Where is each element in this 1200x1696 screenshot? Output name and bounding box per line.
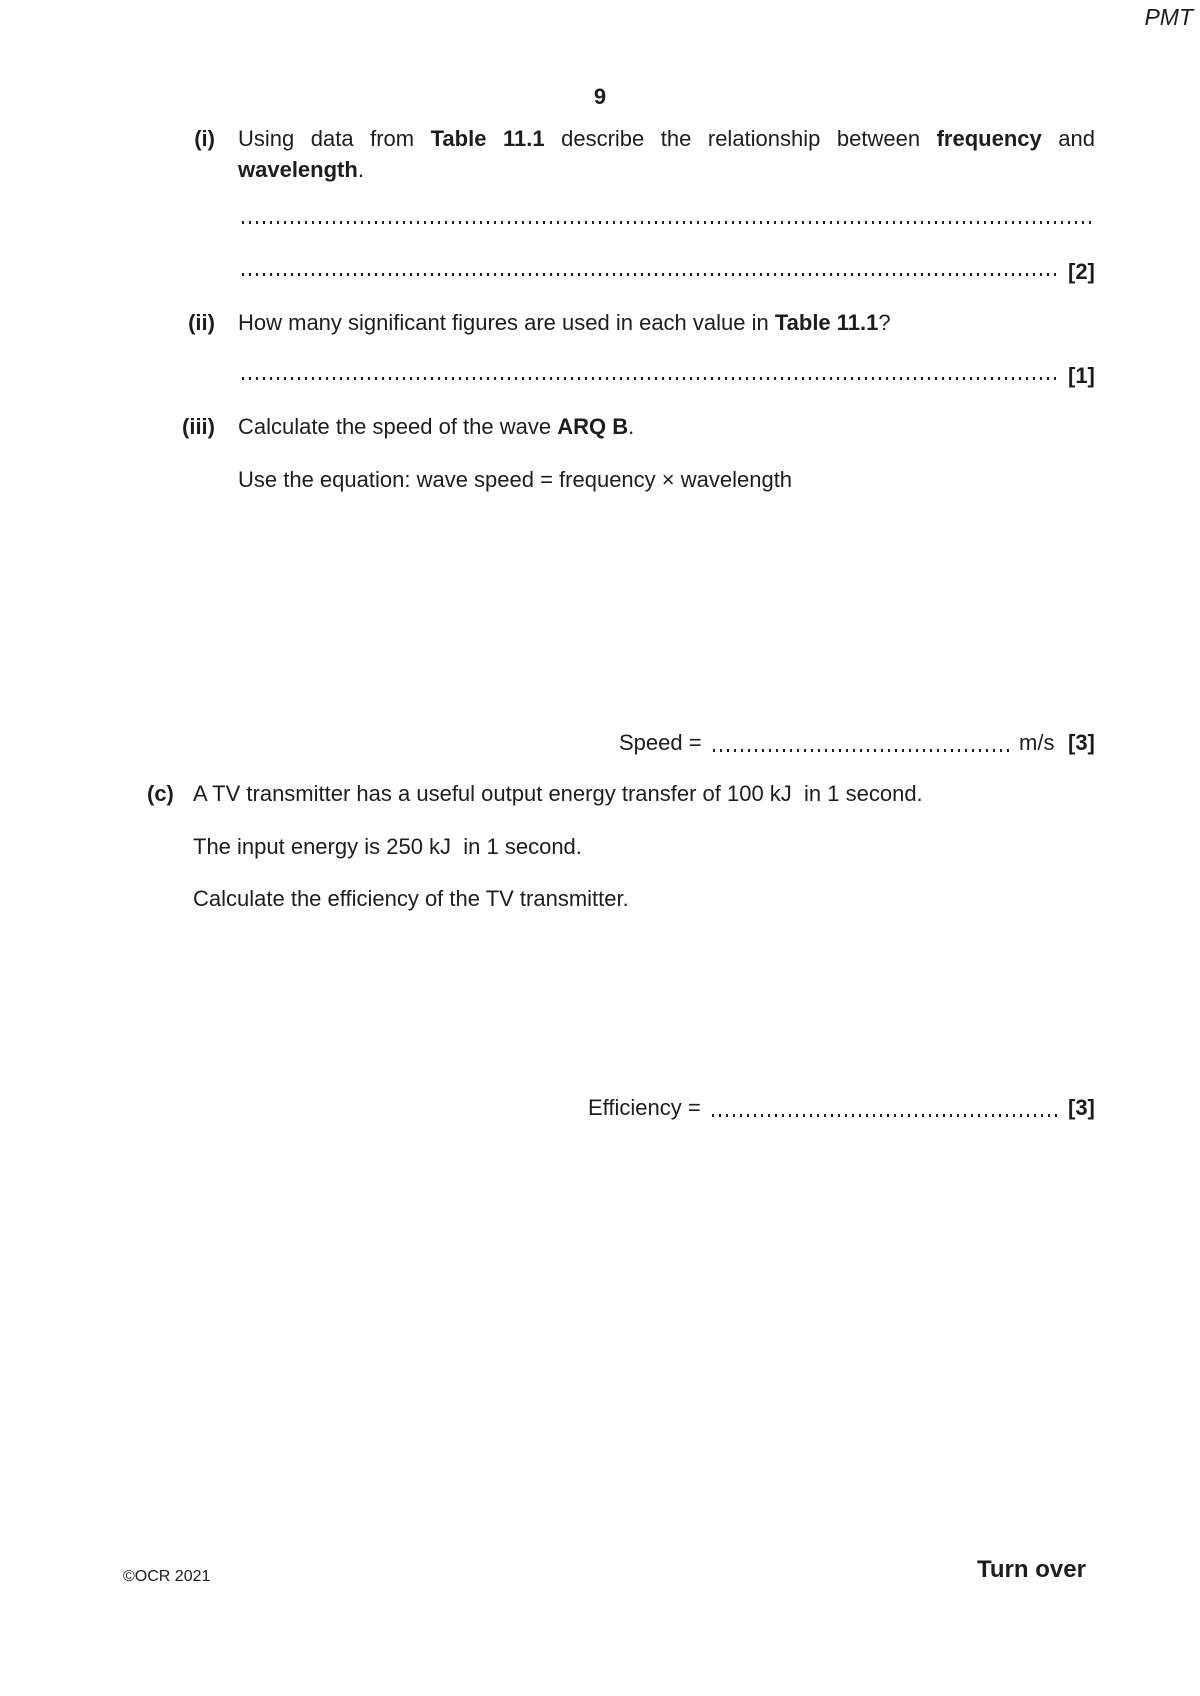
part-ii-question: How many significant figures are used in each value in Table 11.1? — [238, 310, 891, 335]
part-iii-question: Calculate the speed of the wave ARQ B. — [238, 414, 635, 439]
part-iii-label: (iii) — [182, 414, 215, 439]
part-c-line1: A TV transmitter has a useful output energy transfer of 100 kJ in 1 second. — [193, 781, 923, 806]
answer-dotted-line — [242, 377, 1058, 380]
answer-dotted-line — [712, 1114, 1058, 1117]
part-i-question-line2: wavelength. — [238, 157, 364, 182]
pmt-watermark: PMT — [1144, 4, 1193, 30]
marks-badge-part-iii: [3] — [1068, 730, 1095, 755]
marks-badge-part-ii: [1] — [1068, 363, 1095, 388]
footer-copyright: ©OCR 2021 — [123, 1568, 211, 1585]
efficiency-answer-prefix: Efficiency = — [588, 1095, 701, 1120]
part-i-question-line1: Using data from Table 11.1 describe the relationship between frequency and — [238, 126, 1095, 151]
marks-badge-part-i: [2] — [1068, 259, 1095, 284]
page-number: 9 — [593, 84, 607, 109]
answer-dotted-line — [242, 273, 1058, 276]
turn-over-label: Turn over — [977, 1556, 1086, 1583]
speed-answer-prefix: Speed = — [619, 730, 702, 755]
part-iii-equation: Use the equation: wave speed = frequency × wavelength — [238, 467, 793, 492]
part-c-label: (c) — [147, 781, 174, 806]
part-i-label: (i) — [194, 126, 215, 151]
marks-badge-part-c: [3] — [1068, 1095, 1095, 1120]
part-ii-label: (ii) — [188, 310, 215, 335]
answer-dotted-line — [713, 749, 1010, 752]
speed-answer-unit: m/s — [1019, 730, 1055, 755]
part-c-line2: The input energy is 250 kJ in 1 second. — [193, 834, 582, 859]
answer-dotted-line — [242, 221, 1095, 224]
part-c-line3: Calculate the efficiency of the TV transmitter. — [193, 886, 629, 911]
